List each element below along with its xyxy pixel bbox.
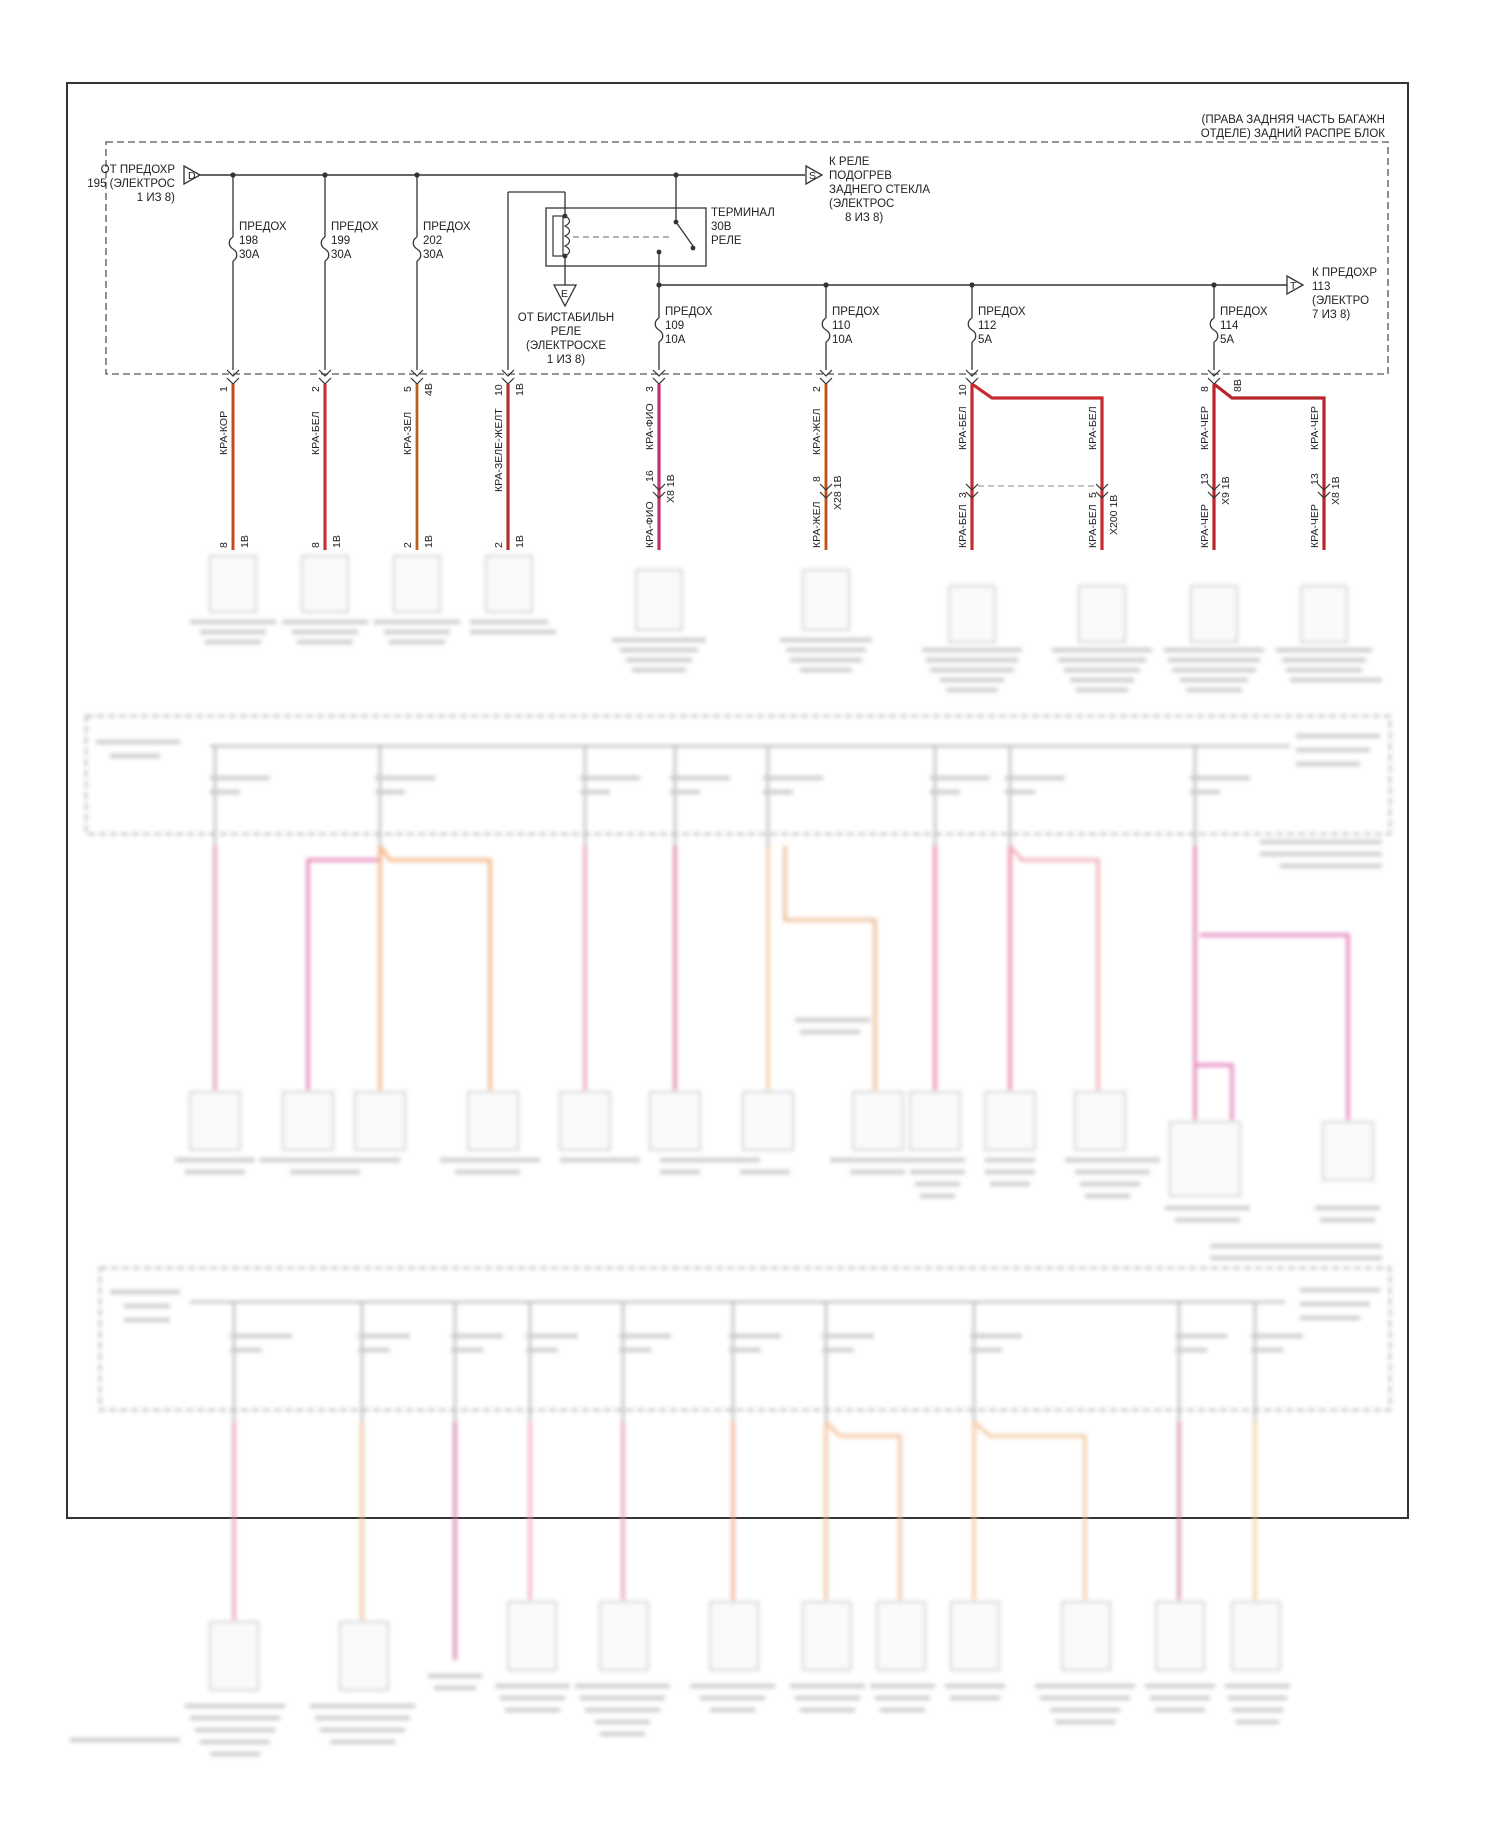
fuse-199-title: ПРЕДОХ [331, 221, 379, 233]
fuse-114-rating: 5А [1220, 334, 1235, 346]
top-pin: 10 [957, 384, 969, 396]
top-pin: 2 [811, 386, 823, 392]
bottom-pin-connector: 1В [423, 535, 435, 548]
to-fuse-line3: (ЭЛЕКТРО [1312, 295, 1370, 307]
component-block [486, 556, 532, 612]
component-block [949, 586, 995, 642]
relay-coil [553, 216, 563, 256]
relay-coil-winding [565, 216, 570, 256]
to-fuse-line2: 113 [1312, 281, 1331, 293]
component-block [302, 556, 348, 612]
relay-source-letter: E [561, 288, 569, 300]
relay-source-line4: 1 ИЗ 8) [546, 354, 586, 366]
mid-pin: 3 [957, 492, 969, 498]
relay-source-line3: (ЭЛЕКТРОСХЕ [525, 340, 607, 352]
to-relay-line2: ПОДОГРЕВ [829, 170, 892, 182]
mid-pin: 13 [1199, 473, 1211, 485]
obscured-branches-3 [234, 1302, 1255, 1422]
fuse-202-title: ПРЕДОХ [423, 221, 471, 233]
mid-pin-connector: Х200 1В [1108, 494, 1120, 535]
wire-label: КРА-БЕЛ [310, 411, 322, 455]
relay-source-line2: РЕЛЕ [550, 326, 582, 338]
connector-chevron [1208, 370, 1220, 384]
to-relay-line4: (ЭЛЕКТРОС [829, 198, 895, 210]
wire-label: КРА-ЧЕР [1199, 406, 1211, 450]
bottom-pin: 8 [218, 542, 230, 548]
connector-chevron [411, 370, 423, 384]
wire-label: КРА-ЗЕЛЕ-ЖЕЛТ [493, 408, 505, 492]
bottom-pin: 2 [493, 542, 505, 548]
source-label-line1: ОТ ПРЕДОХР [100, 164, 175, 176]
to-fuse-line1: К ПРЕДОХР [1312, 267, 1378, 279]
fuse-198-rating: 30А [239, 249, 260, 261]
connector-chevron [319, 370, 331, 384]
wire-label: КРА-БЕЛ [957, 406, 969, 450]
component-block [1191, 586, 1237, 642]
connector-chevron [502, 370, 514, 384]
top-pin: 2 [310, 386, 322, 392]
wire-label: КРА-ФИО [644, 403, 656, 450]
mid-pin: 16 [644, 470, 656, 482]
lower-wire-label: КРА-БЕЛ [957, 504, 969, 548]
bottom-pin: 8 [310, 542, 322, 548]
fuse-symbol [413, 237, 421, 261]
fuse-109-title: ПРЕДОХ [665, 306, 713, 318]
component-row-1 [210, 556, 1347, 642]
top-pin: 1 [218, 386, 230, 392]
fuse113-connector-letter: T [1290, 280, 1297, 292]
lower-wire-label: КРА-ЧЕР [1199, 504, 1211, 548]
bottom-pin: 2 [402, 542, 414, 548]
wire-label: КРА-КОР [218, 410, 230, 455]
fuse-110-rating: 10А [832, 334, 853, 346]
fuse-symbol [321, 237, 329, 261]
fuse-112-rating: 5А [978, 334, 993, 346]
obscured-branches-2 [215, 746, 1195, 846]
component-block [210, 556, 256, 612]
bottom-pin-connector: 1В [239, 535, 251, 548]
component-block [636, 570, 682, 630]
wire-kra-bel-split [972, 384, 1102, 550]
source-label-line2: 195 (ЭЛЕКТРОС [87, 178, 175, 190]
connector-chevron [820, 370, 832, 384]
relay-label-line3: РЕЛЕ [711, 235, 742, 247]
fuse-198-number: 198 [239, 235, 259, 247]
lower-wire-label: КРА-ЧЕР [1309, 504, 1321, 548]
block-label-line1: (ПРАВА ЗАДНЯЯ ЧАСТЬ БАГАЖН [1201, 114, 1385, 126]
top-pin: 5 [402, 386, 414, 392]
mid-pin: 8 [811, 476, 823, 482]
mid-pin-connector: Х8 1В [665, 474, 677, 503]
wire-group [233, 384, 1324, 550]
source-connector-letter: D [188, 170, 196, 182]
fuse-112-title: ПРЕДОХ [978, 306, 1026, 318]
fuse-symbol [229, 237, 237, 261]
component-block [803, 570, 849, 630]
component-row-3 [210, 1602, 1280, 1690]
obscured-wires-2 [215, 846, 1348, 1120]
fuse-114-number: 114 [1220, 320, 1239, 332]
wire-label: КРА-ЖЕЛ [811, 408, 823, 455]
obscured-fuse-labels-2 [96, 736, 1380, 792]
relay-switch-blade [676, 222, 693, 246]
relay-source-line1: ОТ БИСТАБИЛЬН [517, 312, 615, 324]
to-fuse-line4: 7 ИЗ 8) [1312, 309, 1351, 321]
component-block [1079, 586, 1125, 642]
fuse-110-title: ПРЕДОХ [832, 306, 880, 318]
relay-contact [691, 246, 696, 251]
wire-label: КРА-БЕЛ [1087, 406, 1099, 450]
lower-wire-label: КРА-ЖЕЛ [811, 501, 823, 548]
bottom-pin-connector: 1В [514, 535, 526, 548]
wire-label: КРА-ЗЕЛ [402, 411, 414, 455]
fuse-199-number: 199 [331, 235, 351, 247]
fuse-199-rating: 30А [331, 249, 352, 261]
relay-connector-letter: S [809, 170, 817, 182]
connector-chevron [966, 370, 978, 384]
mid-pin-connector: Х28 1В [832, 475, 844, 510]
mid-pin-connector: Х8 1В [1330, 476, 1342, 505]
top-pin: 10 [493, 384, 505, 396]
lower-wire-label: КРА-БЕЛ [1087, 504, 1099, 548]
top-pin: 3 [644, 386, 656, 392]
fuse-198-title: ПРЕДОХ [239, 221, 287, 233]
fuse-109-number: 109 [665, 320, 685, 332]
component-block [1301, 586, 1347, 642]
distribution-block-boundary [106, 142, 1388, 374]
top-pin-connector: 1В [514, 383, 526, 396]
top-pin: 8 [1199, 386, 1211, 392]
obscured-fuse-labels-3 [110, 1290, 1380, 1350]
fuse-202-rating: 30А [423, 249, 444, 261]
lower-wire-label: КРА-ФИО [644, 501, 656, 548]
junction-dot [563, 214, 568, 219]
mid-pin-connector: Х9 1В [1220, 476, 1232, 505]
fuse-symbol [1210, 318, 1218, 342]
obscured-region [70, 556, 1390, 1754]
mid-pin: 13 [1309, 473, 1321, 485]
bottom-pin-connector: 1В [331, 535, 343, 548]
wire-kra-cher-split [1214, 384, 1324, 550]
to-relay-line5: 8 ИЗ 8) [845, 212, 884, 224]
block-label-line2: ОТДЕЛЕ) ЗАДНИЙ РАСПРЕ БЛОК [1200, 128, 1385, 140]
fuse-114-title: ПРЕДОХ [1220, 306, 1268, 318]
relay-label-line2: 30В [711, 221, 732, 233]
fuse-109-rating: 10А [665, 334, 686, 346]
connector-chevron [227, 370, 239, 384]
wire-label: КРА-ЧЕР [1309, 406, 1321, 450]
fuse-symbol [655, 318, 663, 342]
fuse-112-number: 112 [978, 320, 997, 332]
fuse-202-number: 202 [423, 235, 443, 247]
source-label-line3: 1 ИЗ 8) [136, 192, 175, 204]
fuse-symbol [822, 318, 830, 342]
relay-label-line1: ТЕРМИНАЛ [711, 207, 775, 219]
connector-chevron [653, 370, 665, 384]
to-relay-line3: ЗАДНЕГО СТЕКЛА [829, 184, 931, 196]
top-pin-connector: 8В [1232, 379, 1244, 392]
obscured-block-3 [100, 1268, 1390, 1410]
mid-pin: 5 [1087, 492, 1099, 498]
top-pin-connector: 4В [423, 383, 435, 396]
fuse-symbol [968, 318, 976, 342]
to-relay-line1: К РЕЛЕ [829, 156, 870, 168]
component-block [394, 556, 440, 612]
fuse-110-number: 110 [832, 320, 851, 332]
